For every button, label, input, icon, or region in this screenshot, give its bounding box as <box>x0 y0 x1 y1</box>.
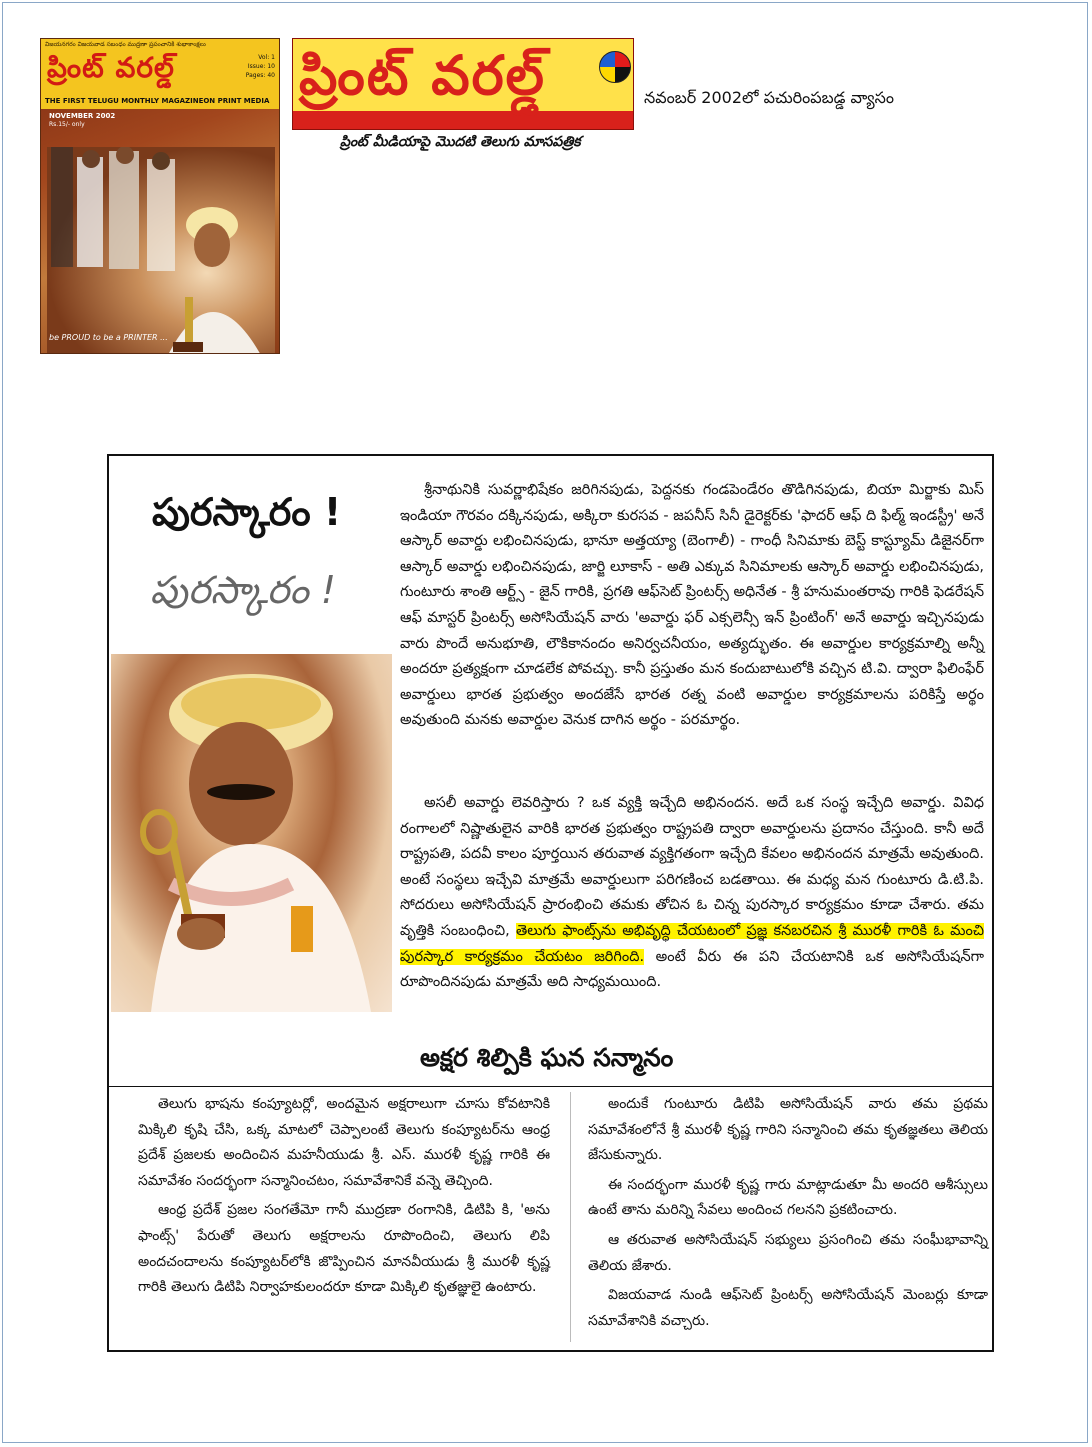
masthead-title: ప్రింట్ వరల్డ్ <box>299 43 546 107</box>
right-column <box>588 1092 988 1338</box>
left-paragraph-1: తెలుగు భాషను కంప్యూటర్లో, అందమైన అక్షరాలుగా చూసు కోవటానికి మిక్కిలి కృషి చేసి, ఒక్క మాటలో చెప్పాలంటే తెలుగు కంప్యూటర్‌ను ఆంధ్ర ప్రదేశ్ ప్రజలకు అందించిన మహనీయుడు శ్రీ. ఎస్. మురళీ కృష్ణ గారికి ఈ సమావేశం సందర్భంగా సన్మానించటం, సమావేశానికే వన్నె తెచ్చింది. <box>138 1096 550 1189</box>
article-title: పురస్కారం ! <box>152 490 342 534</box>
cover-date: NOVEMBER 2002 <box>49 112 116 120</box>
cover-logo: ప్రింట్ వరల్డ్ <box>47 51 175 84</box>
cover-slogan: be PROUD to be a PRINTER ... <box>49 333 168 342</box>
masthead-subtitle: ప్రింట్ మీడియాపై మొదటి తెలుగు మాసపత్రిక <box>340 134 581 150</box>
right-paragraph-4: విజయవాడ నుండి ఆఫ్‌సెట్ ప్రింటర్స్ అసోసియేషన్ మెంబర్లు కూడా సమావేశానికి వచ్చారు. <box>588 1287 988 1329</box>
cover-price: Rs.15/- only <box>49 121 85 128</box>
right-paragraph-1: అందుకే గుంటూరు డిటిపి అసోసియేషన్ వారు తమ ప్రథమ సమావేశంలోనే శ్రీ మురళీ కృష్ణ గారిని సన్మానించి తమ కృతజ్ఞతలు తెలియ జేసుకున్నారు. <box>588 1096 988 1164</box>
left-paragraph-2: ఆంధ్ర ప్రదేశ్ ప్రజల సంగతేమో గానీ ముద్రణా రంగానికి, డిటిపి కి, 'అను ఫాంట్స్' పేరుతో తెలుగు అక్షరాలను రూపొందించి, తెలుగు లిపి అందచందాలను కంప్యూటర్‌లోకి జొప్పించిన మానవీయుడు శ్రీ మురళీ కృష్ణ గారికి తెలుగు డిటిపి నిర్వాహకులందరూ కూడా మిక్కిలి కృతజ్ఞులై ఉంటారు. <box>138 1202 550 1296</box>
cover-tagline: విజయనగరం విజయవాడ సబంధం ముద్రణా ప్రపంచానికి శుభాకాంక్షలు <box>45 41 206 48</box>
award-photo <box>111 654 392 1012</box>
magazine-cover-image <box>40 38 280 354</box>
left-column <box>138 1092 550 1305</box>
paragraph-tail: అంటే వీరు ఈ పని చేయటానికి ఒక అసోసియేషన్‌గా రూపొందినపుడు మాత్రమే అది సాధ్యమయింది. <box>400 948 984 991</box>
section-divider <box>108 1086 992 1087</box>
column-divider <box>570 1092 571 1342</box>
right-paragraph-2: ఈ సందర్భంగా మురళీ కృష్ణ గారు మాట్లాడుతూ మీ అందరి ఆశీస్సులు ఉంటే తాను మరిన్ని సేవలు అందించ గలనని ప్రకటించారు. <box>588 1176 988 1219</box>
highlighted-text: తెలుగు ఫాంట్స్‌ను అభివృద్ధి చేయటంలో ప్రజ్ఞ కనబరచిన శ్రీ మురళీ గారికి ఓ మంచి పురస్కార కార్యక్రమం చేయటం జరిగింది. <box>400 922 984 965</box>
globe-icon <box>599 51 631 83</box>
article-paragraph-2 <box>400 791 984 996</box>
cover-issue-info: Vol: 1 Issue: 10 Pages: 40 <box>245 54 275 79</box>
paragraph-text <box>400 791 984 996</box>
article-title-shadow: పురస్కారం ! <box>150 568 336 612</box>
publication-note: నవంబర్ 2002లో పచురింపబడ్డ వ్యాసం <box>644 88 894 107</box>
masthead-logo <box>292 38 634 130</box>
right-paragraph-3: ఆ తరువాత అసోసియేషన్ సభ్యులు ప్రసంగించి తమ సంఘీభావాన్ని తెలియ జేశారు. <box>588 1231 988 1274</box>
cover-photo <box>47 147 275 354</box>
cover-subtitle: THE FIRST TELUGU MONTHLY MAGAZINEON PRINT MEDIA <box>45 97 270 105</box>
paragraph-lead: అసలీ అవార్డు లెవరిస్తారు ? ఒక వ్యక్తి ఇచ్చేది అభినందన. అదే ఒక సంస్థ ఇచ్చేది అవార్డు. వివిధ రంగాలలో నిష్ణాతులైన వారికి భారత ప్రభుత్వం రాష్ట్రపతి ద్వారా అవార్డులను ప్రదానం చేస్తుంది. కానీ అదే రాష్ట్రపతి, పదవీ కాలం పూర్తయిన తరువాత వ్యక్తిగతంగా ఇచ్చేది కేవలం అభినందన మాత్రమే అవుతుంది. అంటే సంస్థలు ఇచ్చేవి మాత్రమే అవార్డులుగా పరిగణించ బడతాయి. ఈ మధ్య మన గుంటూరు డి.టి.పి. సోదరులు అసోసియేషన్ ప్రారంభించి తమకు తోచిన ఓ చిన్న పురస్కార కార్యక్రమం కూడా చేశారు. తమ వృత్తికి సంబంధించి, <box>400 795 984 939</box>
section-heading: అక్షర శిల్పికి ఘన సన్మానం <box>420 1043 674 1072</box>
article-paragraph-1 <box>400 478 984 734</box>
paragraph-text: శ్రీనాథునికి సువర్ణాభిషేకం జరిగినపుడు, పెద్దనకు గండపెండేరం తొడిగినపుడు, బియా మిర్జాకు మిస్ ఇండియా గౌరవం దక్కినపుడు, అక్కిరా కురసవ - జపనీస్ సినీ డైరెక్టర్‌కు 'ఫాదర్ ఆఫ్ ది ఫిల్మ్ ఇండస్ట్రీ' అనే ఆస్కార్ అవార్డు లభించినపుడు, భానూ అత్తయ్యా (బెంగాలీ) - గాంధీ సినిమాకు బెస్ట్ కాస్ట్యూమ్ డిజైనర్‌గా ఆస్కార్ అవార్డు లభించినపుడు, జార్జి లూకాస్ - అతి ఎక్కువ సినిమాలకు ఆస్కార్ అవార్డు లభించినపుడు, గుంటూరు శాంతి ఆర్ట్స్ - జైన్ గారికి, ప్రగతి ఆఫ్‌సెట్ ప్రింటర్స్ అధినేత - శ్రీ హనుమంతరావు గారికి ఫెడరేషన్ ఆఫ్ మాస్టర్ ప్రింటర్స్ అసోసియేషన్ వారు 'అవార్డు ఫర్ ఎక్సలెన్సీ ఇన్ ప్రింటింగ్' అనే అవార్డు ఇచ్చినపుడు వారు పొందే అనుభూతి, లౌకికానందం అనిర్వచనీయం, అత్యద్భుతం. ఈ అవార్డుల కార్యక్రమాల్ని అన్నీ అందరూ ప్రత్యక్షంగా చూడలేక పోవచ్చు. కానీ ప్రస్తుతం మన కందుబాటులోకి వచ్చిన టి.వి. ద్వారా ఫిలింఫేర్ అవార్డులు భారత ప్రభుత్వం అందజేసే భారత రత్న వంటి అవార్డుల కార్యక్రమాలను పరికిస్తే అర్థం అవుతుంది మనకు అవార్డుల వెనుక దాగిన అర్థం - పరమార్థం. <box>400 482 984 729</box>
